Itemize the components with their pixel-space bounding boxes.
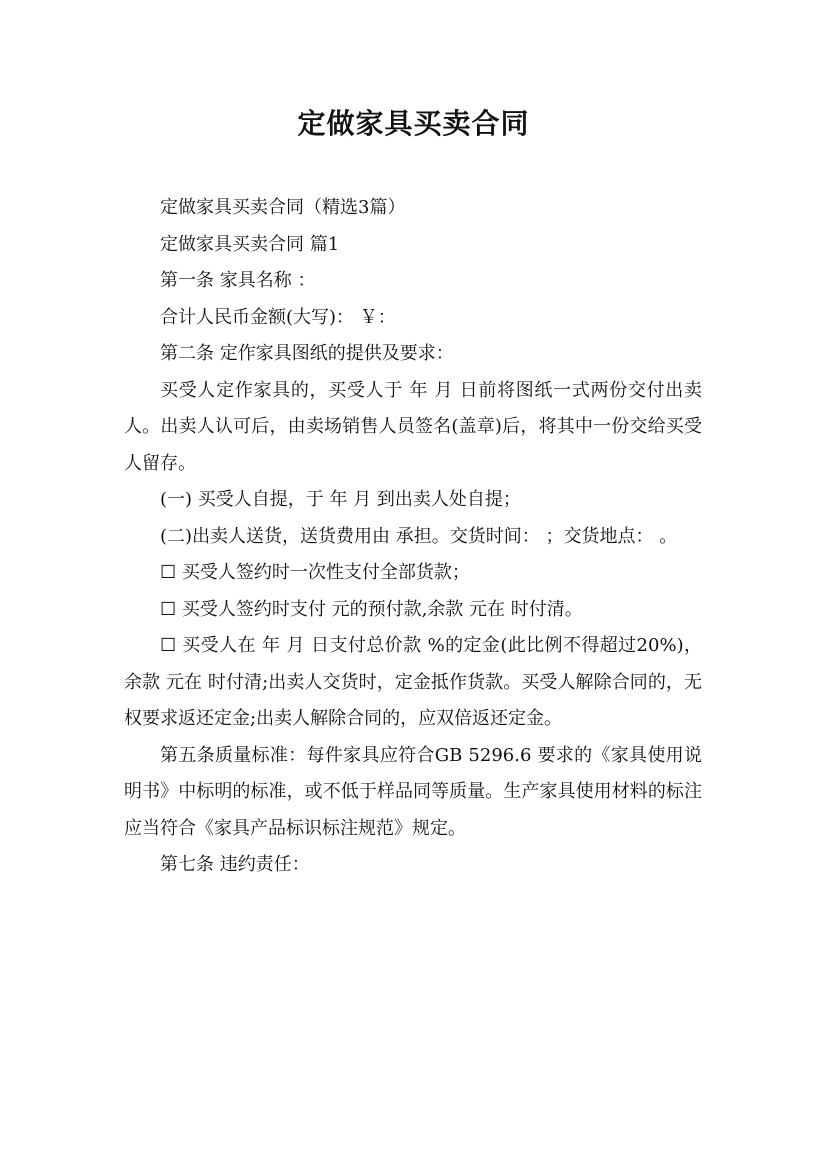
- document-title: 定做家具买卖合同: [297, 107, 530, 140]
- paragraph-drawings: 买受人定作家具的，买受人于 年 月 日前将图纸一式两份交付出卖人。出卖人认可后，由卖场销售人员签名(盖章)后，将其中一份交给买受人留存。: [124, 379, 702, 474]
- paragraph-article-7: 第七条 违约责任：: [160, 854, 310, 875]
- paragraph-article-1: 第一条 家具名称 ：: [160, 270, 316, 291]
- paragraph-article-2: 第二条 定作家具图纸的提供及要求：: [160, 343, 454, 364]
- paragraph-section-heading: 定做家具买卖合同 篇1: [160, 233, 340, 255]
- paragraph-subtitle: 定做家具买卖合同（精选3篇）: [160, 197, 406, 218]
- paragraph-delivery: (二)出卖人送货，送货费用由 承担。交货时间： ；交货地点： 。: [160, 525, 678, 547]
- paragraph-payment-option-1: ☐ 买受人签约时一次性支付全部货款；: [160, 562, 470, 583]
- paragraph-payment-option-3: ☐ 买受人在 年 月 日支付总价款 %的定金(此比例不得超过20%)，余款 元在 时付清;出卖人交货时，定金抵作货款。买受人解除合同的，无权要求返还定金;出卖人解除合同的，应双倍返还定金。: [124, 635, 702, 729]
- paragraph-self-pickup: (一) 买受人自提，于 年 月 到出卖人处自提；: [160, 489, 521, 510]
- document-body: [124, 190, 702, 884]
- paragraph-article-5: 第五条质量标准：每件家具应符合GB 5296.6 要求的《家具使用说明书》中标明的标准，或不低于样品同等质量。生产家具使用材料的标注应当符合《家具产品标识标注规范》规定。: [124, 744, 702, 839]
- paragraph-total-amount: 合计人民币金额(大写)： ￥：: [160, 306, 396, 328]
- paragraph-payment-option-2: ☐ 买受人签约时支付 元的预付款,余款 元在 时付清。: [160, 598, 583, 620]
